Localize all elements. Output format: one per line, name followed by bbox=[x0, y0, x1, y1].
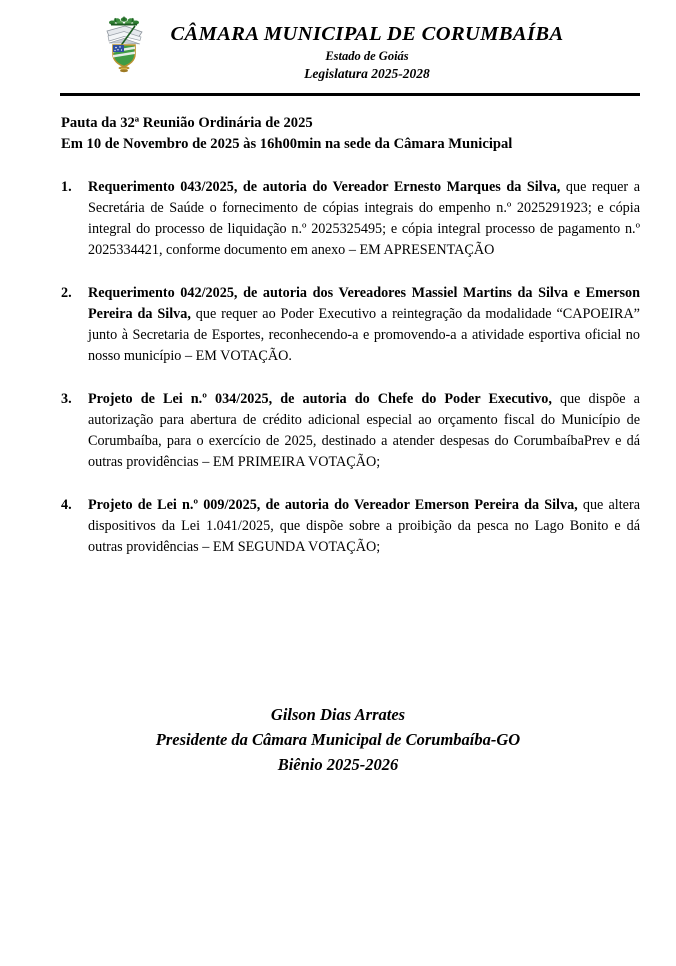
agenda-item-body: que altera dispositivos da Lei 1.041/2025, que dispõe sobre a proibição da pesca no Lago Bonito e dá outras providências – EM SEGUNDA VOTAÇÃO; bbox=[88, 497, 640, 555]
coat-of-arms-icon bbox=[102, 14, 146, 74]
agenda-list bbox=[0, 177, 676, 557]
title-line-session: Pauta da 32ª Reunião Ordinária de 2025 bbox=[61, 115, 313, 131]
document-title bbox=[0, 90, 676, 154]
agenda-item bbox=[61, 389, 640, 472]
agenda-item bbox=[61, 495, 640, 557]
agenda-item bbox=[61, 177, 640, 260]
signatory-name: Gilson Dias Arrates bbox=[270, 705, 406, 724]
agenda-item bbox=[61, 283, 640, 366]
agenda-item-body: que dispõe a autorização para abertura de crédito adicional especial ao orçamento fiscal do Município de Corumbaíba, para o exercício de 2025, destinado a atender despesas do CorumbaíbaPrev e dá outras providências – EM PRIMEIRA VOTAÇÃO; bbox=[88, 391, 640, 470]
agenda-item-body: que requer a Secretária de Saúde o fornecimento de cópias integrais do empenho n.º 2025291923; e cópia integral do processo de liquidação n.º 2025325495; e cópia integral processo de pagamento n.º 2025334421, conforme documento em anexo – EM APRESENTAÇÃO bbox=[88, 179, 640, 258]
organization-state: Estado de Goiás bbox=[325, 49, 409, 63]
agenda-item-number: 4. bbox=[61, 497, 72, 514]
title-line-datetime: Em 10 de Novembro de 2025 às 16h00min na sede da Câmara Municipal bbox=[61, 135, 513, 152]
agenda-item-number: 3. bbox=[61, 391, 72, 408]
signatory-role: Presidente da Câmara Municipal de Corumbaíba-GO bbox=[155, 729, 521, 749]
agenda-item-lead: Projeto de Lei n.º 034/2025, de autoria do Chefe do Poder Executivo, bbox=[88, 391, 552, 408]
letterhead bbox=[0, 0, 676, 90]
agenda-item-number: 1. bbox=[61, 179, 72, 196]
organization-legislature: Legislatura 2025-2028 bbox=[304, 65, 430, 81]
agenda-item-body: que requer ao Poder Executivo a reintegração da modalidade “CAPOEIRA” junto à Secretaria de Esportes, reconhecendo-a e promovendo-a a atividade esportiva oficial no nosso município – EM VOTAÇÃO. bbox=[88, 306, 640, 364]
agenda-item-lead: Projeto de Lei n.º 009/2025, de autoria do Vereador Emerson Pereira da Silva, bbox=[88, 497, 578, 514]
agenda-item-lead: Requerimento 042/2025, de autoria dos Vereadores Massiel Martins da Silva e Emerson Pereira da Silva, bbox=[88, 285, 640, 323]
signature-block bbox=[0, 703, 676, 777]
signatory-term: Biênio 2025-2026 bbox=[277, 754, 399, 774]
agenda-item-number: 2. bbox=[61, 285, 72, 302]
header-divider bbox=[60, 93, 640, 96]
organization-name: CÂMARA MUNICIPAL DE CORUMBAÍBA bbox=[170, 23, 564, 45]
agenda-item-lead: Requerimento 043/2025, de autoria do Vereador Ernesto Marques da Silva, bbox=[88, 179, 561, 196]
